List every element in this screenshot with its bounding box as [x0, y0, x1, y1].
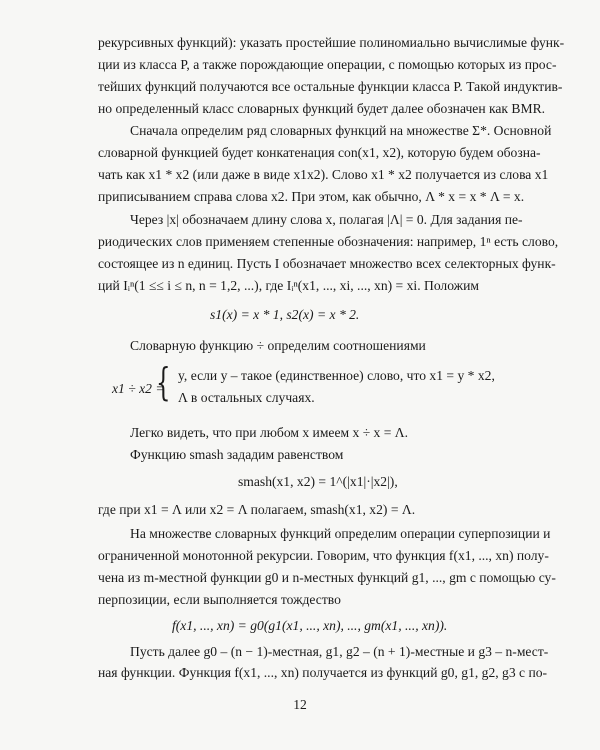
text-line: На множестве словарных функций определим операции суперпозиции и: [130, 526, 551, 541]
brace: {: [156, 360, 171, 404]
text-line: Через |x| обозначаем длину слова x, полагая |Λ| = 0. Для задания пе-: [130, 212, 523, 227]
text-line: Функцию smash зададим равенством: [130, 447, 344, 462]
text-line: Пусть далее g0 – (n − 1)-местная, g1, g2 – (n + 1)-местные и g3 – n-мест-: [130, 644, 549, 659]
equation-division-case-2: Λ в остальных случаях.: [178, 390, 315, 405]
text-line: риодических слов применяем степенные обозначения: например, 1ⁿ есть слово,: [98, 234, 559, 249]
text-line: рекурсивных функций): указать простейшие полиномиально вычислимые функ-: [98, 35, 565, 50]
text-line: приписыванием справа слова x2. При этом, как обычно, Λ * x = x * Λ = x.: [98, 189, 525, 204]
text-line: где при x1 = Λ или x2 = Λ полагаем, smash(x1, x2) = Λ.: [98, 502, 416, 517]
text-line: Сначала определим ряд словарных функций на множестве Σ*. Основной: [130, 123, 552, 138]
text-line: Легко видеть, что при любом x имеем x ÷ x = Λ.: [130, 425, 409, 440]
equation-division-case-1: y, если y – такое (единственное) слово, что x1 = y * x2,: [178, 368, 495, 383]
page-number: 12: [293, 697, 307, 712]
text-line: состоящее из n единиц. Пусть I обозначает множество всех селекторных функ-: [98, 256, 556, 271]
text-line: тейших функций получаются все остальные функции класса P. Такой индуктив-: [98, 79, 563, 94]
equation-superposition: f(x1, ..., xn) = g0(g1(x1, ..., xn), ..., gm(x1, ..., xn)).: [172, 618, 448, 633]
text-line: ограниченной монотонной рекурсии. Говорим, что функция f(x1, ..., xn) полу-: [98, 548, 549, 563]
text-line: перпозиции, если выполняется тождество: [98, 592, 341, 607]
text-line: чена из m-местной функции g0 и n-местных функций g1, ..., gm с помощью су-: [98, 570, 556, 585]
equation-successors: s1(x) = x * 1, s2(x) = x * 2.: [210, 307, 360, 322]
text-line: чать как x1 * x2 (или даже в виде x1x2). Слово x1 * x2 получается из слова x1: [98, 167, 549, 182]
equation-division-lhs: x1 ÷ x2 =: [112, 381, 165, 396]
text-line: но определенный класс словарных функций будет далее обозначен как BMR.: [98, 101, 546, 116]
text-line: ций Iᵢⁿ(1 ≤≤ i ≤ n, n = 1,2, ...), где Iᵢⁿ(x1, ..., xi, ..., xn) = xi. Положим: [98, 278, 479, 293]
text-line: Словарную функцию ÷ определим соотношениями: [130, 338, 426, 353]
text-line: ции из класса P, а также порождающие операции, с помощью которых из прос-: [98, 57, 557, 72]
text-line: ная функции. Функция f(x1, ..., xn) получается из функций g0, g1, g2, g3 с по-: [98, 665, 548, 680]
equation-smash: smash(x1, x2) = 1^(|x1|·|x2|),: [238, 474, 398, 489]
text-line: словарной функцией будет конкатенация con(x1, x2), которую будем обозна-: [98, 145, 541, 160]
